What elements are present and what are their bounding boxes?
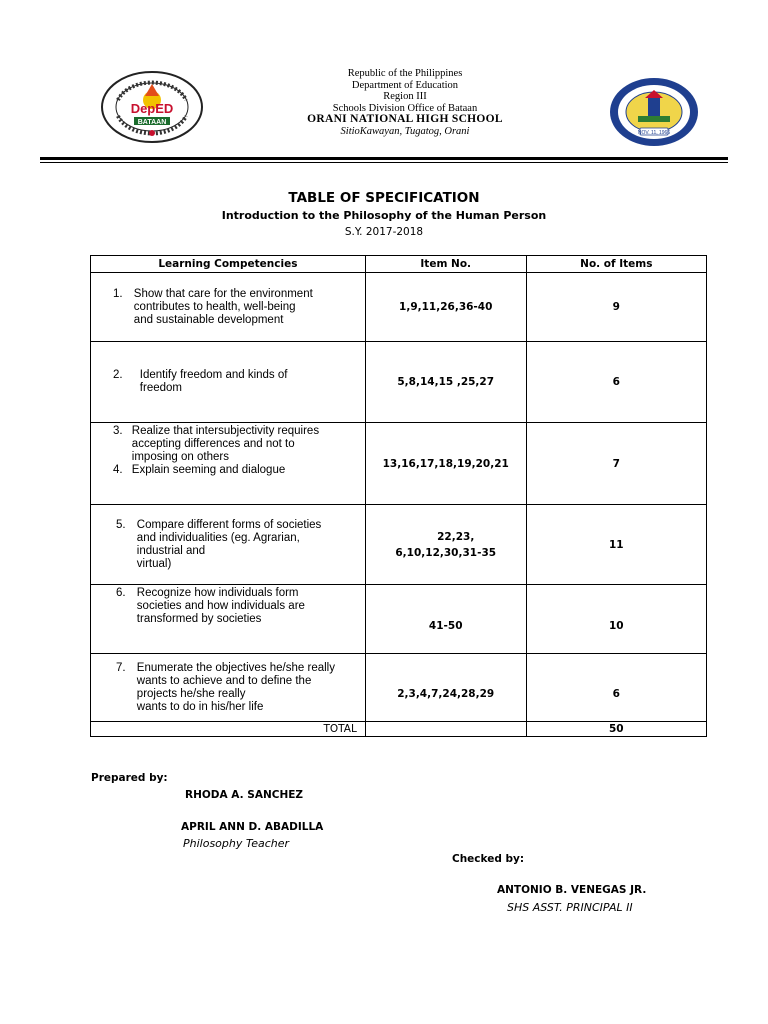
competency-line: virtual)	[136, 557, 172, 570]
item-count-cell: 6	[526, 654, 706, 722]
table-row	[91, 585, 707, 654]
table-row	[91, 342, 707, 423]
school-year: S.Y. 2017-2018	[344, 226, 424, 238]
item-count-cell: 9	[526, 273, 706, 342]
competency-line: Identify freedom and kinds of	[139, 369, 288, 381]
competency-number: 1.	[113, 287, 123, 300]
total-count: 50	[526, 722, 706, 737]
competency-line: societies and how individuals are	[136, 600, 305, 612]
header-rule-thick	[40, 157, 728, 160]
item-numbers: 2,3,4,7,24,28,29	[397, 687, 495, 700]
competency-line: Realize that intersubjectivity requires	[131, 425, 320, 437]
preparer-1-name: RHODA A. SANCHEZ	[185, 789, 304, 801]
competency-line: Recognize how individuals form	[136, 587, 299, 599]
competency-cell	[91, 273, 366, 342]
svg-text:NOV. 11, 1966: NOV. 11, 1966	[637, 130, 671, 136]
competency-cell	[91, 342, 366, 423]
competency-cell	[91, 423, 366, 505]
competency-line: projects he/she really	[136, 687, 246, 700]
checker-name: ANTONIO B. VENEGAS JR.	[497, 884, 647, 896]
competency-number: 6.	[116, 587, 126, 599]
school-name: ORANI NATIONAL HIGH SCHOOL	[307, 113, 503, 125]
competency-number: 5.	[116, 518, 126, 531]
table-row	[91, 505, 707, 585]
deped-seal-logo	[100, 70, 204, 144]
table-row	[91, 423, 707, 505]
specification-table	[90, 255, 707, 737]
item-numbers: 6,10,12,30,31-35	[395, 546, 497, 559]
item-numbers-cell	[365, 505, 526, 585]
department-line: Department of Education	[351, 79, 459, 91]
item-numbers: 13,16,17,18,19,20,21	[382, 457, 509, 470]
item-count-cell: 10	[526, 585, 706, 654]
header-competencies: Learning Competencies	[91, 256, 366, 273]
item-numbers-cell	[365, 585, 526, 654]
prepared-by-label: Prepared by:	[91, 772, 168, 784]
competency-line: industrial and	[136, 544, 206, 557]
competency-line: accepting differences and not to	[131, 438, 295, 450]
header-rule-thin	[40, 162, 728, 163]
item-count-cell: 11	[526, 505, 706, 585]
svg-text:BATAAN: BATAAN	[137, 119, 167, 126]
competency-number: 7.	[116, 661, 126, 674]
item-numbers: 22,23,	[437, 530, 475, 543]
competency-line: Compare different forms of societies	[136, 518, 322, 531]
competency-line: freedom	[139, 382, 182, 394]
competency-line: contributes to health, well-being	[133, 300, 296, 313]
competency-line: transformed by societies	[136, 613, 262, 625]
letterhead	[260, 68, 550, 137]
item-numbers-cell	[365, 342, 526, 423]
region-line: Region III	[383, 91, 427, 102]
preparer-2-name: APRIL ANN D. ABADILLA	[181, 821, 324, 833]
competency-cell	[91, 654, 366, 722]
competency-number: 2.	[113, 369, 123, 381]
competency-cell	[91, 585, 366, 654]
header-no-of-items: No. of Items	[526, 256, 706, 273]
item-count-cell: 7	[526, 423, 706, 505]
division-line: Schools Division Office of Bataan	[332, 102, 478, 114]
item-numbers-cell	[365, 654, 526, 722]
total-row	[91, 722, 707, 737]
item-numbers-cell	[365, 273, 526, 342]
competency-line: Show that care for the environment	[133, 287, 313, 300]
item-numbers-cell	[365, 423, 526, 505]
table-row	[91, 273, 707, 342]
competency-number: 4.	[113, 464, 123, 476]
item-numbers: 41-50	[428, 620, 463, 632]
competency-line: and individualities (eg. Agrarian,	[136, 531, 300, 544]
total-items-empty	[365, 722, 526, 737]
competency-line: wants to do in his/her life	[136, 700, 264, 713]
svg-text:DepED: DepED	[130, 101, 174, 116]
competency-number: 3.	[113, 425, 123, 437]
competency-line: and sustainable development	[133, 313, 284, 326]
header-item-no: Item No.	[365, 256, 526, 273]
item-count-cell: 6	[526, 342, 706, 423]
competency-line: wants to achieve and to define the	[136, 674, 312, 687]
item-numbers: 1,9,11,26,36-40	[399, 301, 493, 313]
competency-cell	[91, 505, 366, 585]
item-numbers: 5,8,14,15 ,25,27	[397, 376, 495, 388]
checked-by-label: Checked by:	[452, 853, 525, 865]
subject-title: Introduction to the Philosophy of the Human Person	[221, 209, 547, 222]
competency-line: imposing on others	[131, 451, 229, 463]
competency-line: Explain seeming and dialogue	[131, 464, 286, 476]
table-row	[91, 654, 707, 722]
country-line: Republic of the Philippines	[347, 68, 463, 79]
document-title: TABLE OF SPECIFICATION	[288, 190, 480, 206]
table-header-row	[91, 256, 707, 273]
school-seal-logo	[608, 76, 700, 148]
total-label: TOTAL	[91, 722, 366, 737]
school-address: SitioKawayan, Tugatog, Orani	[340, 125, 470, 137]
competency-line: Enumerate the objectives he/she really	[136, 661, 335, 674]
preparer-2-title: Philosophy Teacher	[183, 837, 290, 850]
checker-title: SHS ASST. PRINCIPAL II	[507, 901, 633, 914]
